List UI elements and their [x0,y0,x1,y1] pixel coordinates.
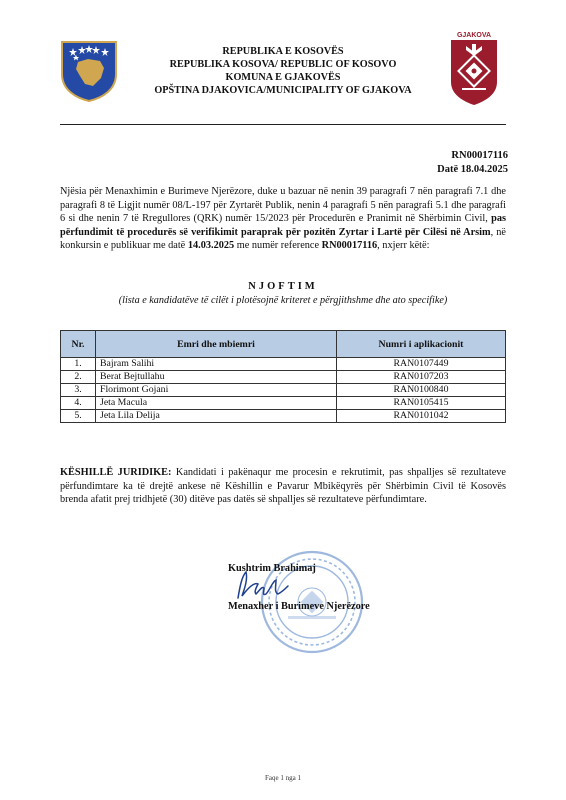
candidate-name: Florimont Gojani [96,384,337,397]
table-row [61,358,506,371]
column-header-application: Numri i aplikacionit [337,331,506,358]
row-number: 1. [61,358,96,371]
signatory-role: Menaxher i Burimeve Njerëzore [228,601,370,612]
header-municipality: KOMUNA E GJAKOVËS [225,72,341,83]
intro-paragraph: Njësia për Menaxhimin e Burimeve Njerëzore, duke u bazuar në nenin 39 paragrafi 7 nën paragrafi 7.1 dhe paragrafi 8 të Ligjit numër 08/L-197 për Zyrtarët Publik, nenin 4 paragrafi 5 nën paragrafi 5.1 dhe paragrafi 6 si dhe nenin 7 të Rregullores (QRK) numër 15/2023 për Procedurën e Pranimit në Shërbimin Civil, pas përfundimit të procedurës së verifikimit paraprak për pozitën Zyrtar i Lartë për Cilësi në Arsim, në konkursin e publikuar me datë 14.03.2025 me numër reference RN00017116, nxjerr këtë: [60,186,506,251]
legal-advice-label: KËSHILLË JURIDIKE: [60,467,172,478]
application-number: RAN0105415 [337,397,506,410]
legal-advice-text: Kandidati i pakënaqur me procesin e rekrutimit, pas shpalljes së rezultateve përfundimtare ka të drejtë ankese në Këshillin e Pavarur Mbikëqyrës për Shërbimin Civil të Kosovës brenda afatit prej tridhjetë (30) ditëve pas datës së shpalljes së rezultateve përfundimtare. [60,467,506,505]
candidate-name: Berat Bejtullahu [96,371,337,384]
header-country: REPUBLIKA E KOSOVËS [222,46,344,57]
column-header-nr: Nr. [61,331,96,358]
row-number: 5. [61,410,96,423]
application-number: RAN0100840 [337,384,506,397]
application-number: RAN0107203 [337,371,506,384]
gjakova-logo-icon [448,30,500,106]
reference-number: RN00017116 [451,150,508,161]
legal-advice-paragraph [60,466,506,507]
page-number: Faqe 1 nga 1 [265,774,301,782]
candidates-table [60,330,506,423]
header-divider [60,124,506,125]
header-municipality-multilingual: OPŠTINA DJAKOVICA/MUNICIPALITY OF GJAKOVA [154,85,412,96]
application-number: RAN0101042 [337,410,506,423]
row-number: 3. [61,384,96,397]
table-row [61,410,506,423]
table-row [61,371,506,384]
notice-title: NJOFTIM [248,281,318,292]
row-number: 4. [61,397,96,410]
document-date: Datë 18.04.2025 [437,164,508,175]
candidate-name: Bajram Salihi [96,358,337,371]
table-header-row [61,331,506,358]
column-header-name: Emri dhe mbiemri [96,331,337,358]
application-number: RAN0107449 [337,358,506,371]
candidate-name: Jeta Macula [96,397,337,410]
candidate-name: Jeta Lila Delija [96,410,337,423]
table-row [61,384,506,397]
row-number: 2. [61,371,96,384]
header-country-multilingual: REPUBLIKA KOSOVA/ REPUBLIC OF KOSOVO [169,59,397,70]
gjakova-logo-label: GJAKOVA [456,32,492,39]
table-row [61,397,506,410]
signatory-name: Kushtrim Brahimaj [228,563,316,574]
notice-subtitle: (lista e kandidatëve të cilët i plotësojnë kriteret e përgjithshme dhe ato specifike) [118,295,448,306]
